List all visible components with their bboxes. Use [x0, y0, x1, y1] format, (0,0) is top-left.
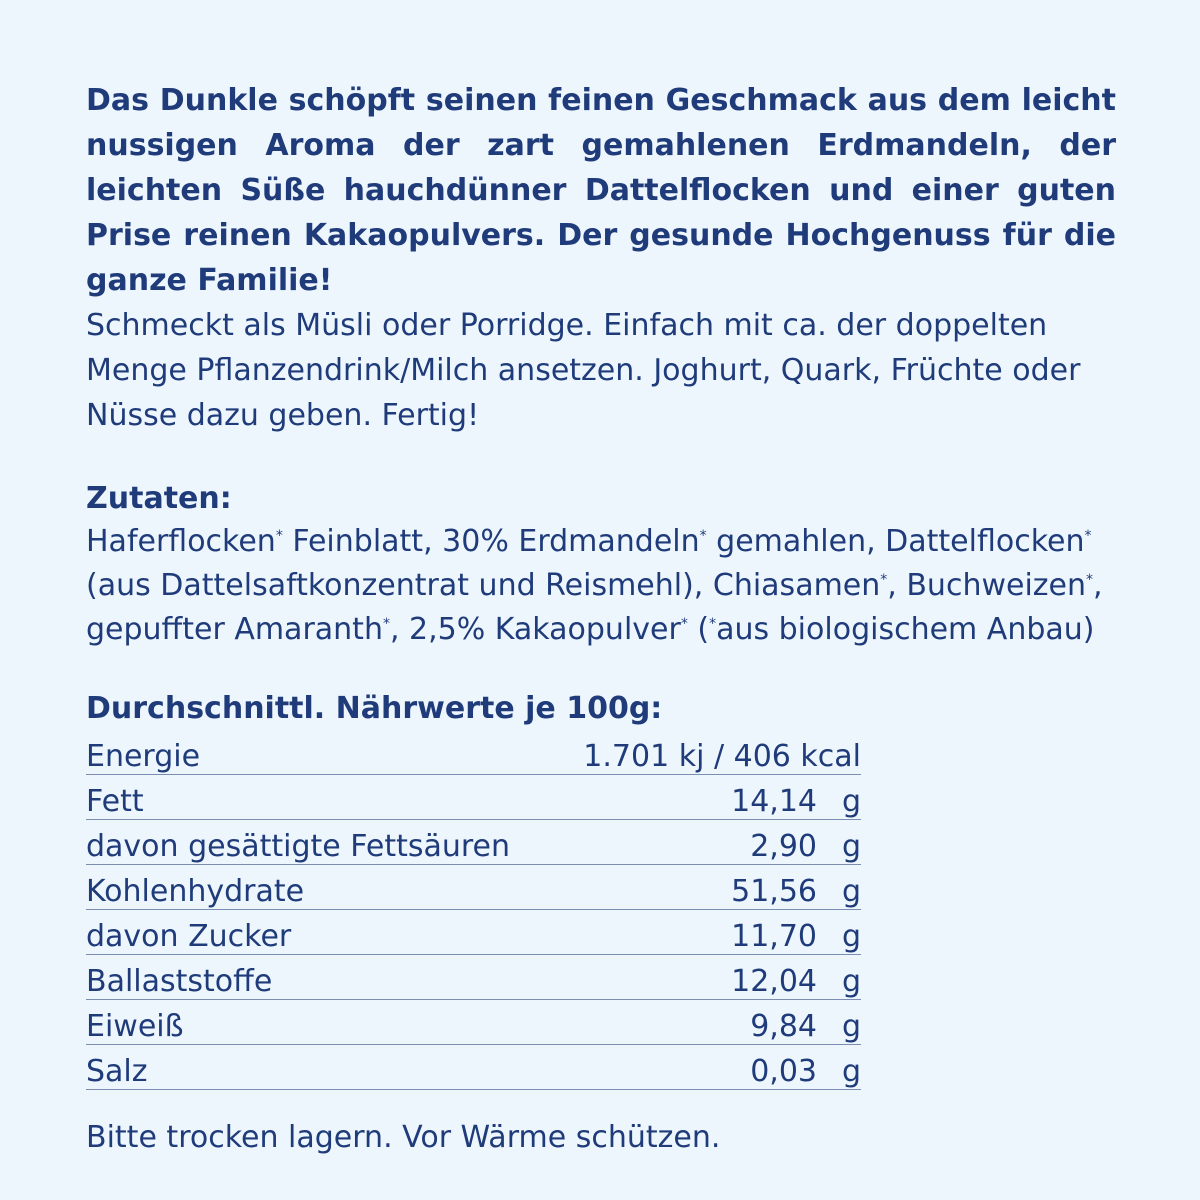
nutrient-value: 2,90: [583, 820, 817, 865]
ingredients-list: [86, 520, 1116, 652]
table-row: [86, 820, 861, 865]
nutrition-title: Durchschnittl. Nährwerte je 100g:: [86, 691, 663, 726]
ingredient-text: aus biologischem Anbau): [716, 612, 1095, 647]
table-row: [86, 1045, 861, 1090]
nutrient-unit: g: [817, 865, 861, 910]
ingredients-title: Zutaten:: [86, 481, 232, 516]
organic-marker: *: [1086, 572, 1094, 588]
nutrient-label: davon Zucker: [86, 910, 583, 955]
ingredient-text: , 2,5% Kakaopulver: [389, 612, 681, 647]
nutrient-value: 9,84: [583, 1000, 817, 1045]
preparation-instructions: Schmeckt als Müsli oder Porridge. Einfach mit ca. der doppelten Menge Pflanzendrink/Milch ansetzen. Joghurt, Quark, Früchte oder Nüsse dazu geben. Fertig!: [86, 308, 1081, 433]
nutrient-value: 51,56: [583, 865, 817, 910]
nutrient-label: Eiweiß: [86, 1000, 583, 1045]
table-row: [86, 910, 861, 955]
nutrition-table: [86, 730, 861, 1090]
table-row: [86, 730, 861, 775]
table-row: [86, 775, 861, 820]
nutrient-value: 0,03: [583, 1045, 817, 1090]
table-row: [86, 1000, 861, 1045]
nutrient-label: Fett: [86, 775, 583, 820]
ingredient-text: Haferflocken: [86, 524, 276, 559]
organic-marker: *: [709, 616, 717, 632]
nutrient-unit: g: [817, 1045, 861, 1090]
nutrient-value: 1.701 kj / 406 kcal: [583, 730, 861, 775]
ingredient-text: (aus Dattelsaftkonzentrat und Reismehl), Chiasamen: [86, 568, 881, 603]
organic-marker: *: [382, 616, 390, 632]
nutrient-label: Energie: [86, 730, 583, 775]
nutrient-unit: g: [817, 820, 861, 865]
nutrient-unit: g: [817, 910, 861, 955]
ingredient-text: , Buchweizen: [887, 568, 1087, 603]
organic-marker: *: [680, 616, 688, 632]
nutrient-label: Kohlenhydrate: [86, 865, 583, 910]
nutrient-value: 11,70: [583, 910, 817, 955]
ingredient-text: , gepuffter Amaranth: [86, 568, 1103, 647]
table-row: [86, 865, 861, 910]
organic-marker: *: [275, 528, 283, 544]
product-info-panel: [86, 78, 1116, 1160]
ingredient-text: gemahlen, Dattelflocken: [706, 524, 1085, 559]
ingredients-section: [86, 478, 1116, 652]
storage-instructions: Bitte trocken lagern. Vor Wärme schützen.: [86, 1120, 721, 1155]
organic-marker: *: [699, 528, 707, 544]
organic-marker: *: [1084, 528, 1092, 544]
nutrient-label: Salz: [86, 1045, 583, 1090]
nutrient-unit: g: [817, 1000, 861, 1045]
nutrient-value: 14,14: [583, 775, 817, 820]
nutrient-unit: g: [817, 955, 861, 1000]
nutrient-value: 12,04: [583, 955, 817, 1000]
product-description: [86, 78, 1116, 438]
organic-marker: *: [880, 572, 888, 588]
table-row: [86, 955, 861, 1000]
ingredient-text: Feinblatt, 30% Erdmandeln: [282, 524, 700, 559]
nutrient-label: davon gesättigte Fettsäuren: [86, 820, 583, 865]
nutrient-label: Ballaststoffe: [86, 955, 583, 1000]
nutrient-unit: g: [817, 775, 861, 820]
nutrition-section: [86, 688, 1116, 1090]
description-highlight: Das Dunkle schöpft seinen feinen Geschmack aus dem leicht nussigen Aroma der zart gemahlenen Erdmandeln, der leichten Süße hauchdünner Dattelflocken und einer guten Prise reinen Kakaopulvers. Der gesunde Hochgenuss für die ganze Familie!: [86, 83, 1116, 298]
ingredient-text: (: [687, 612, 710, 647]
